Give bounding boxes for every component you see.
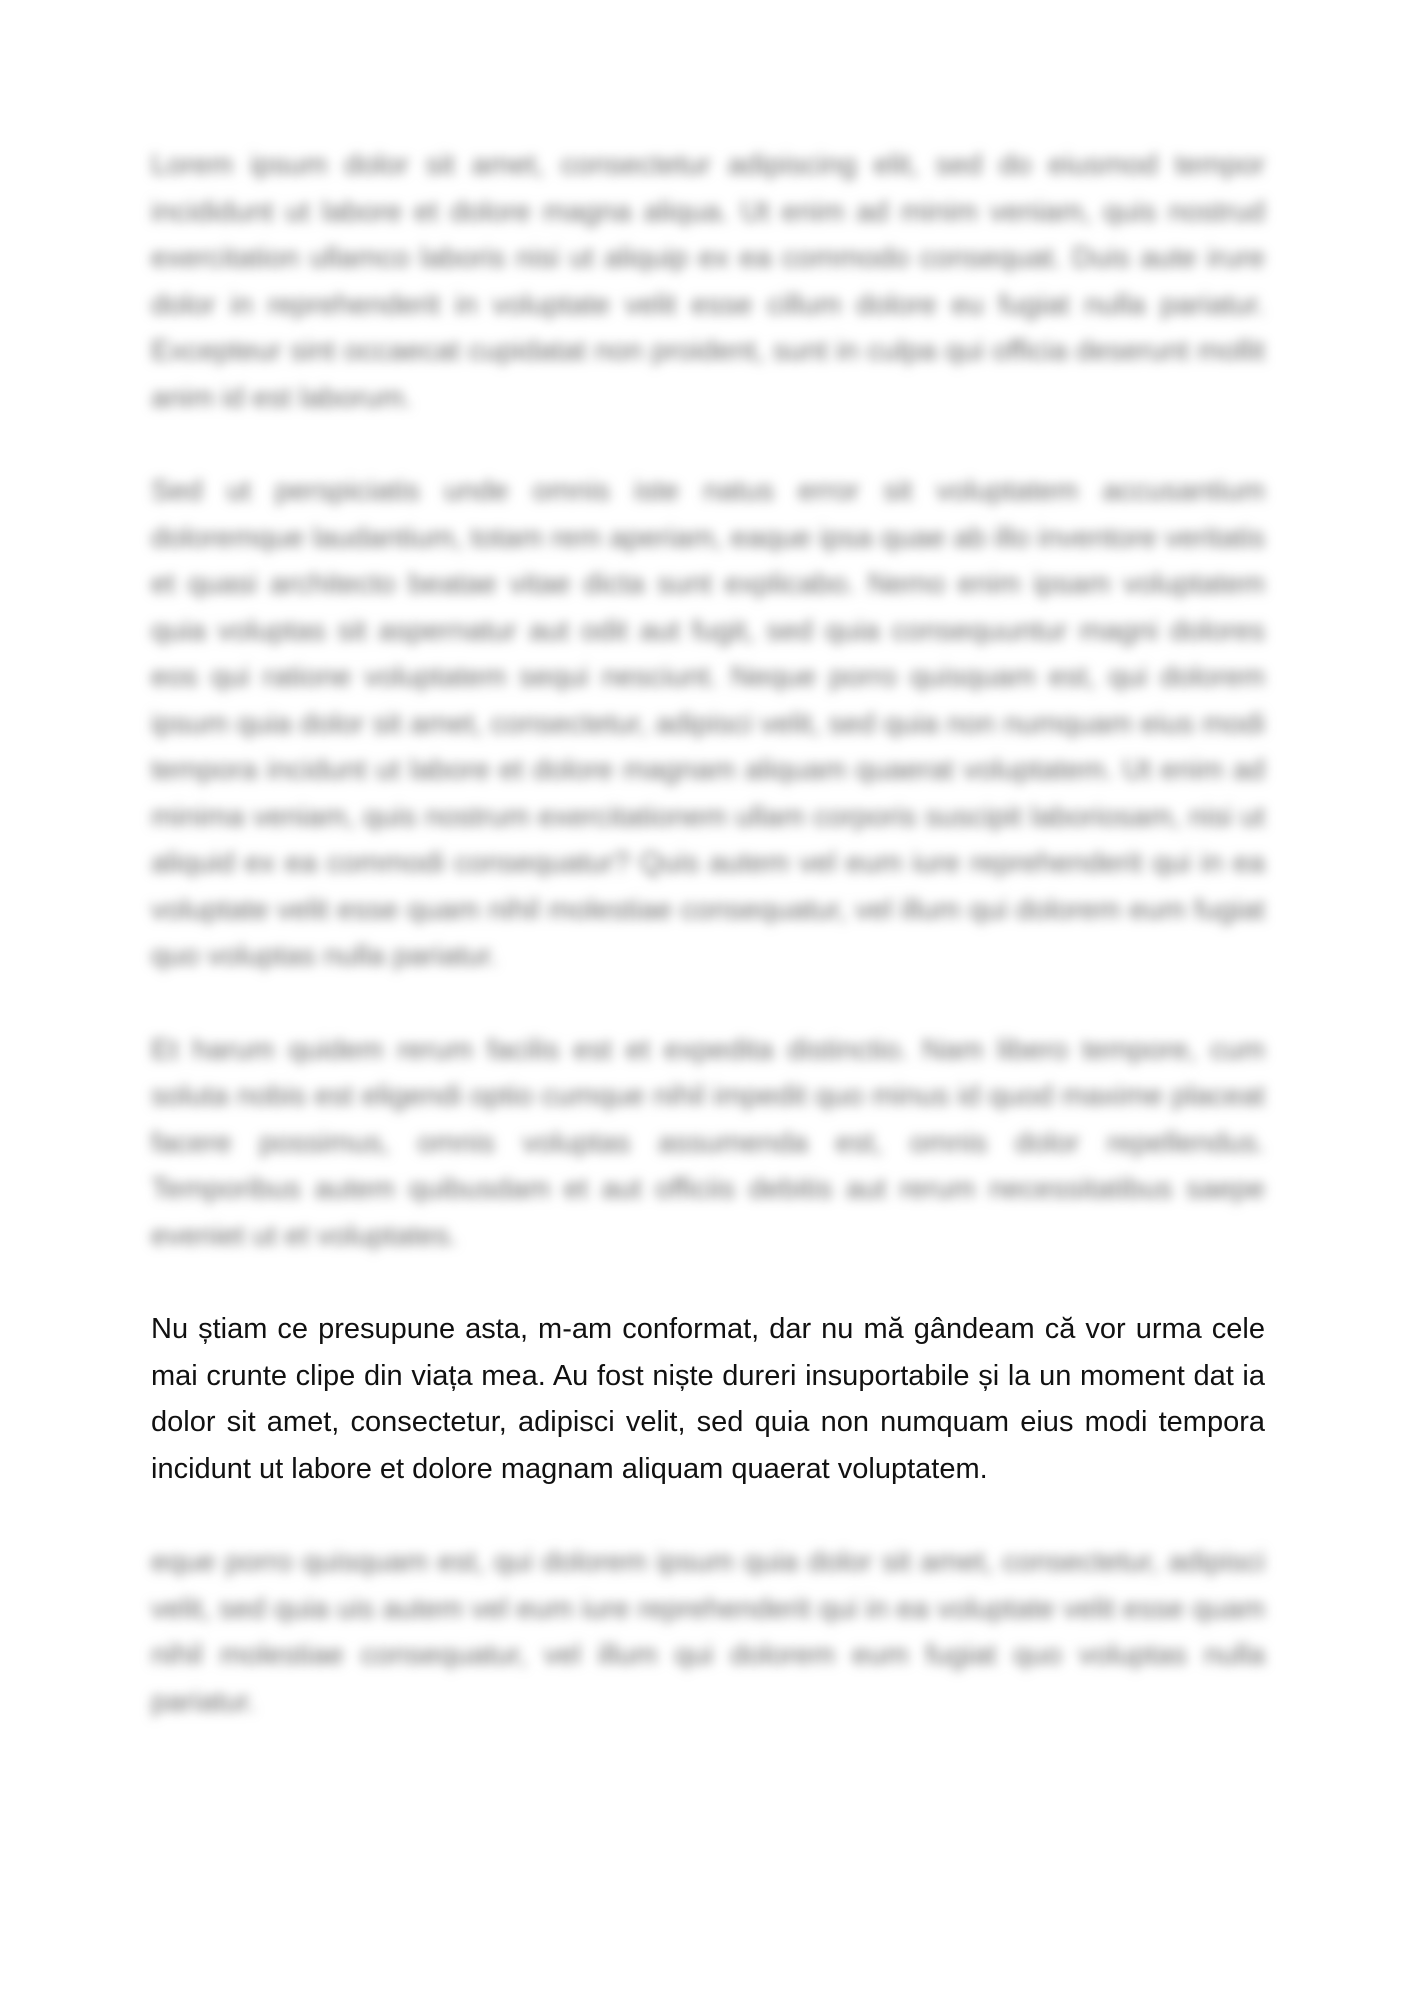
- blurred-paragraph-3: Et harum quidem rerum facilis est et expedita distinctio. Nam libero tempore, cum soluta nobis est eligendi optio cumque nihil impedit quo minus id quod maxime placeat facere possimus, omnis voluptas assumenda est, omnis dolor repellendus. Temporibus autem quibusdam et aut officiis debitis aut rerum necessitatibus saepe eveniet ut et voluptates.: [151, 1033, 1265, 1252]
- visible-paragraph: Nu știam ce presupune asta, m-am conformat, dar nu mă gândeam că vor urma cele mai crunte clipe din viața mea. Au fost niște dureri insuportabile și la un moment dat ia dolor sit amet, consectetur, adipisci velit, sed quia non numquam eius modi tempora incidunt ut labore et dolore magnam aliquam quaerat voluptatem.: [151, 1313, 1265, 1485]
- blurred-paragraph-5: eque porro quisquam est, qui dolorem ipsum quia dolor sit amet, consectetur, adipisci velit, sed quia uis autem vel eum iure reprehenderit qui in ea voluptate velit esse quam nihil molestiae consequatur, vel illum qui dolorem eum fugiat quo voluptas nulla pariatur.: [151, 1546, 1265, 1718]
- blurred-paragraph-2: Sed ut perspiciatis unde omnis iste natus error sit voluptatem accusantium doloremque laudantium, totam rem aperiam, eaque ipsa quae ab illo inventore veritatis et quasi architecto beatae vitae dicta sunt explicabo. Nemo enim ipsam voluptatem quia voluptas sit aspernatur aut odit aut fugit, sed quia consequuntur magni dolores eos qui ratione voluptatem sequi nesciunt. Neque porro quisquam est, qui dolorem ipsum quia dolor sit amet, consectetur, adipisci velit, sed quia non numquam eius modi tempora incidunt ut labore et dolore magnam aliquam quaerat voluptatem. Ut enim ad minima veniam, quis nostrum exercitationem ullam corporis suscipit laboriosam, nisi ut aliquid ex ea commodi consequatur? Quis autem vel eum iure reprehenderit qui in ea voluptate velit esse quam nihil molestiae consequatur, vel illum qui dolorem eum fugiat quo voluptas nulla pariatur.: [151, 475, 1265, 972]
- blurred-paragraph-1: Lorem ipsum dolor sit amet, consectetur adipiscing elit, sed do eiusmod tempor incididunt ut labore et dolore magna aliqua. Ut enim ad minim veniam, quis nostrud exercitation ullamco laboris nisi ut aliquip ex ea commodo consequat. Duis aute irure dolor in reprehenderit in voluptate velit esse cillum dolore eu fugiat nulla pariatur. Excepteur sint occaecat cupidatat non proident, sunt in culpa qui officia deserunt mollit anim id est laborum.: [151, 149, 1265, 414]
- document-page: [151, 142, 1265, 1725]
